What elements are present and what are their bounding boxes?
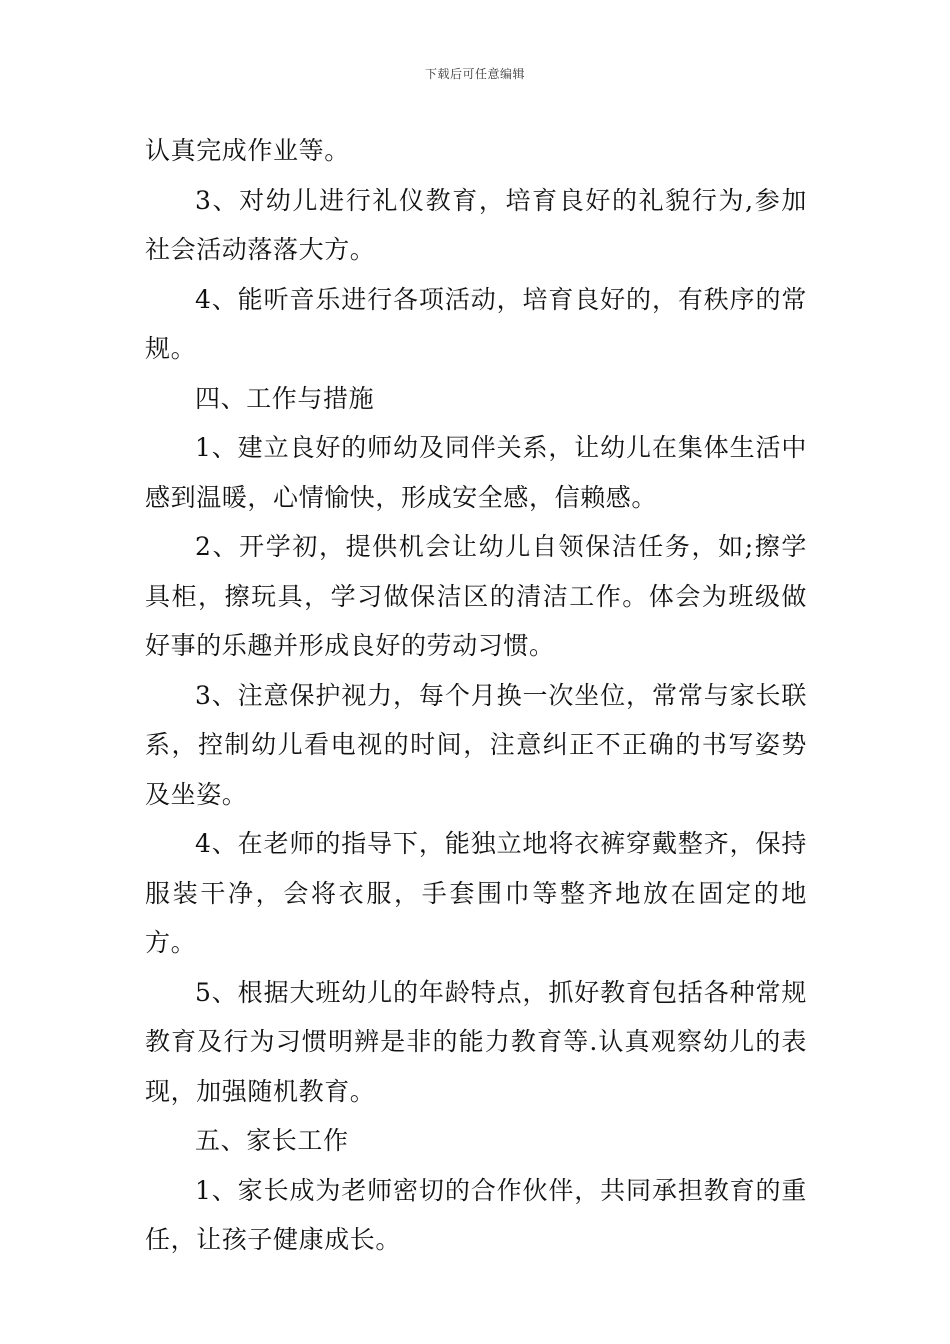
section-heading-parent-work: 五、家长工作 (195, 1126, 349, 1155)
page-header-note: 下载后可任意编辑 (424, 67, 525, 81)
paragraph-measure-3: 3、注意保护视力，每个月换一次坐位，常常与家长联系，控制幼儿看电视的时间，注意纠正不正确的书写姿势及坐姿。 (145, 680, 807, 809)
paragraph-measure-1: 1、建立良好的师幼及同伴关系，让幼儿在集体生活中感到温暖，心情愉快，形成安全感，信赖感。 (145, 433, 807, 512)
paragraph-measure-2: 2、开学初，提供机会让幼儿自领保洁任务，如;擦学具柜，擦玩具，学习做保洁区的清洁工作。体会为班级做好事的乐趣并形成良好的劳动习惯。 (145, 532, 807, 660)
paragraph-item-3-etiquette: 3、对幼儿进行礼仪教育，培育良好的礼貌行为,参加社会活动落落大方。 (145, 185, 807, 264)
paragraph-item-4-music: 4、能听音乐进行各项活动，培育良好的，有秩序的常规。 (145, 284, 807, 363)
section-heading-work-measures: 四、工作与措施 (195, 383, 375, 413)
paragraph-measure-4: 4、在老师的指导下，能独立地将衣裤穿戴整齐，保持服装干净，会将衣服，手套围巾等整齐地放在固定的地方。 (145, 829, 807, 957)
document-body (145, 126, 807, 1265)
paragraph-measure-5: 5、根据大班幼儿的年龄特点，抓好教育包括各种常规教育及行为习惯明辨是非的能力教育等.认真观察幼儿的表现，加强随机教育。 (145, 977, 807, 1106)
paragraph-continuation: 认真完成作业等。 (145, 136, 350, 165)
paragraph-parent-1: 1、家长成为老师密切的合作伙伴，共同承担教育的重任，让孩子健康成长。 (145, 1175, 807, 1254)
